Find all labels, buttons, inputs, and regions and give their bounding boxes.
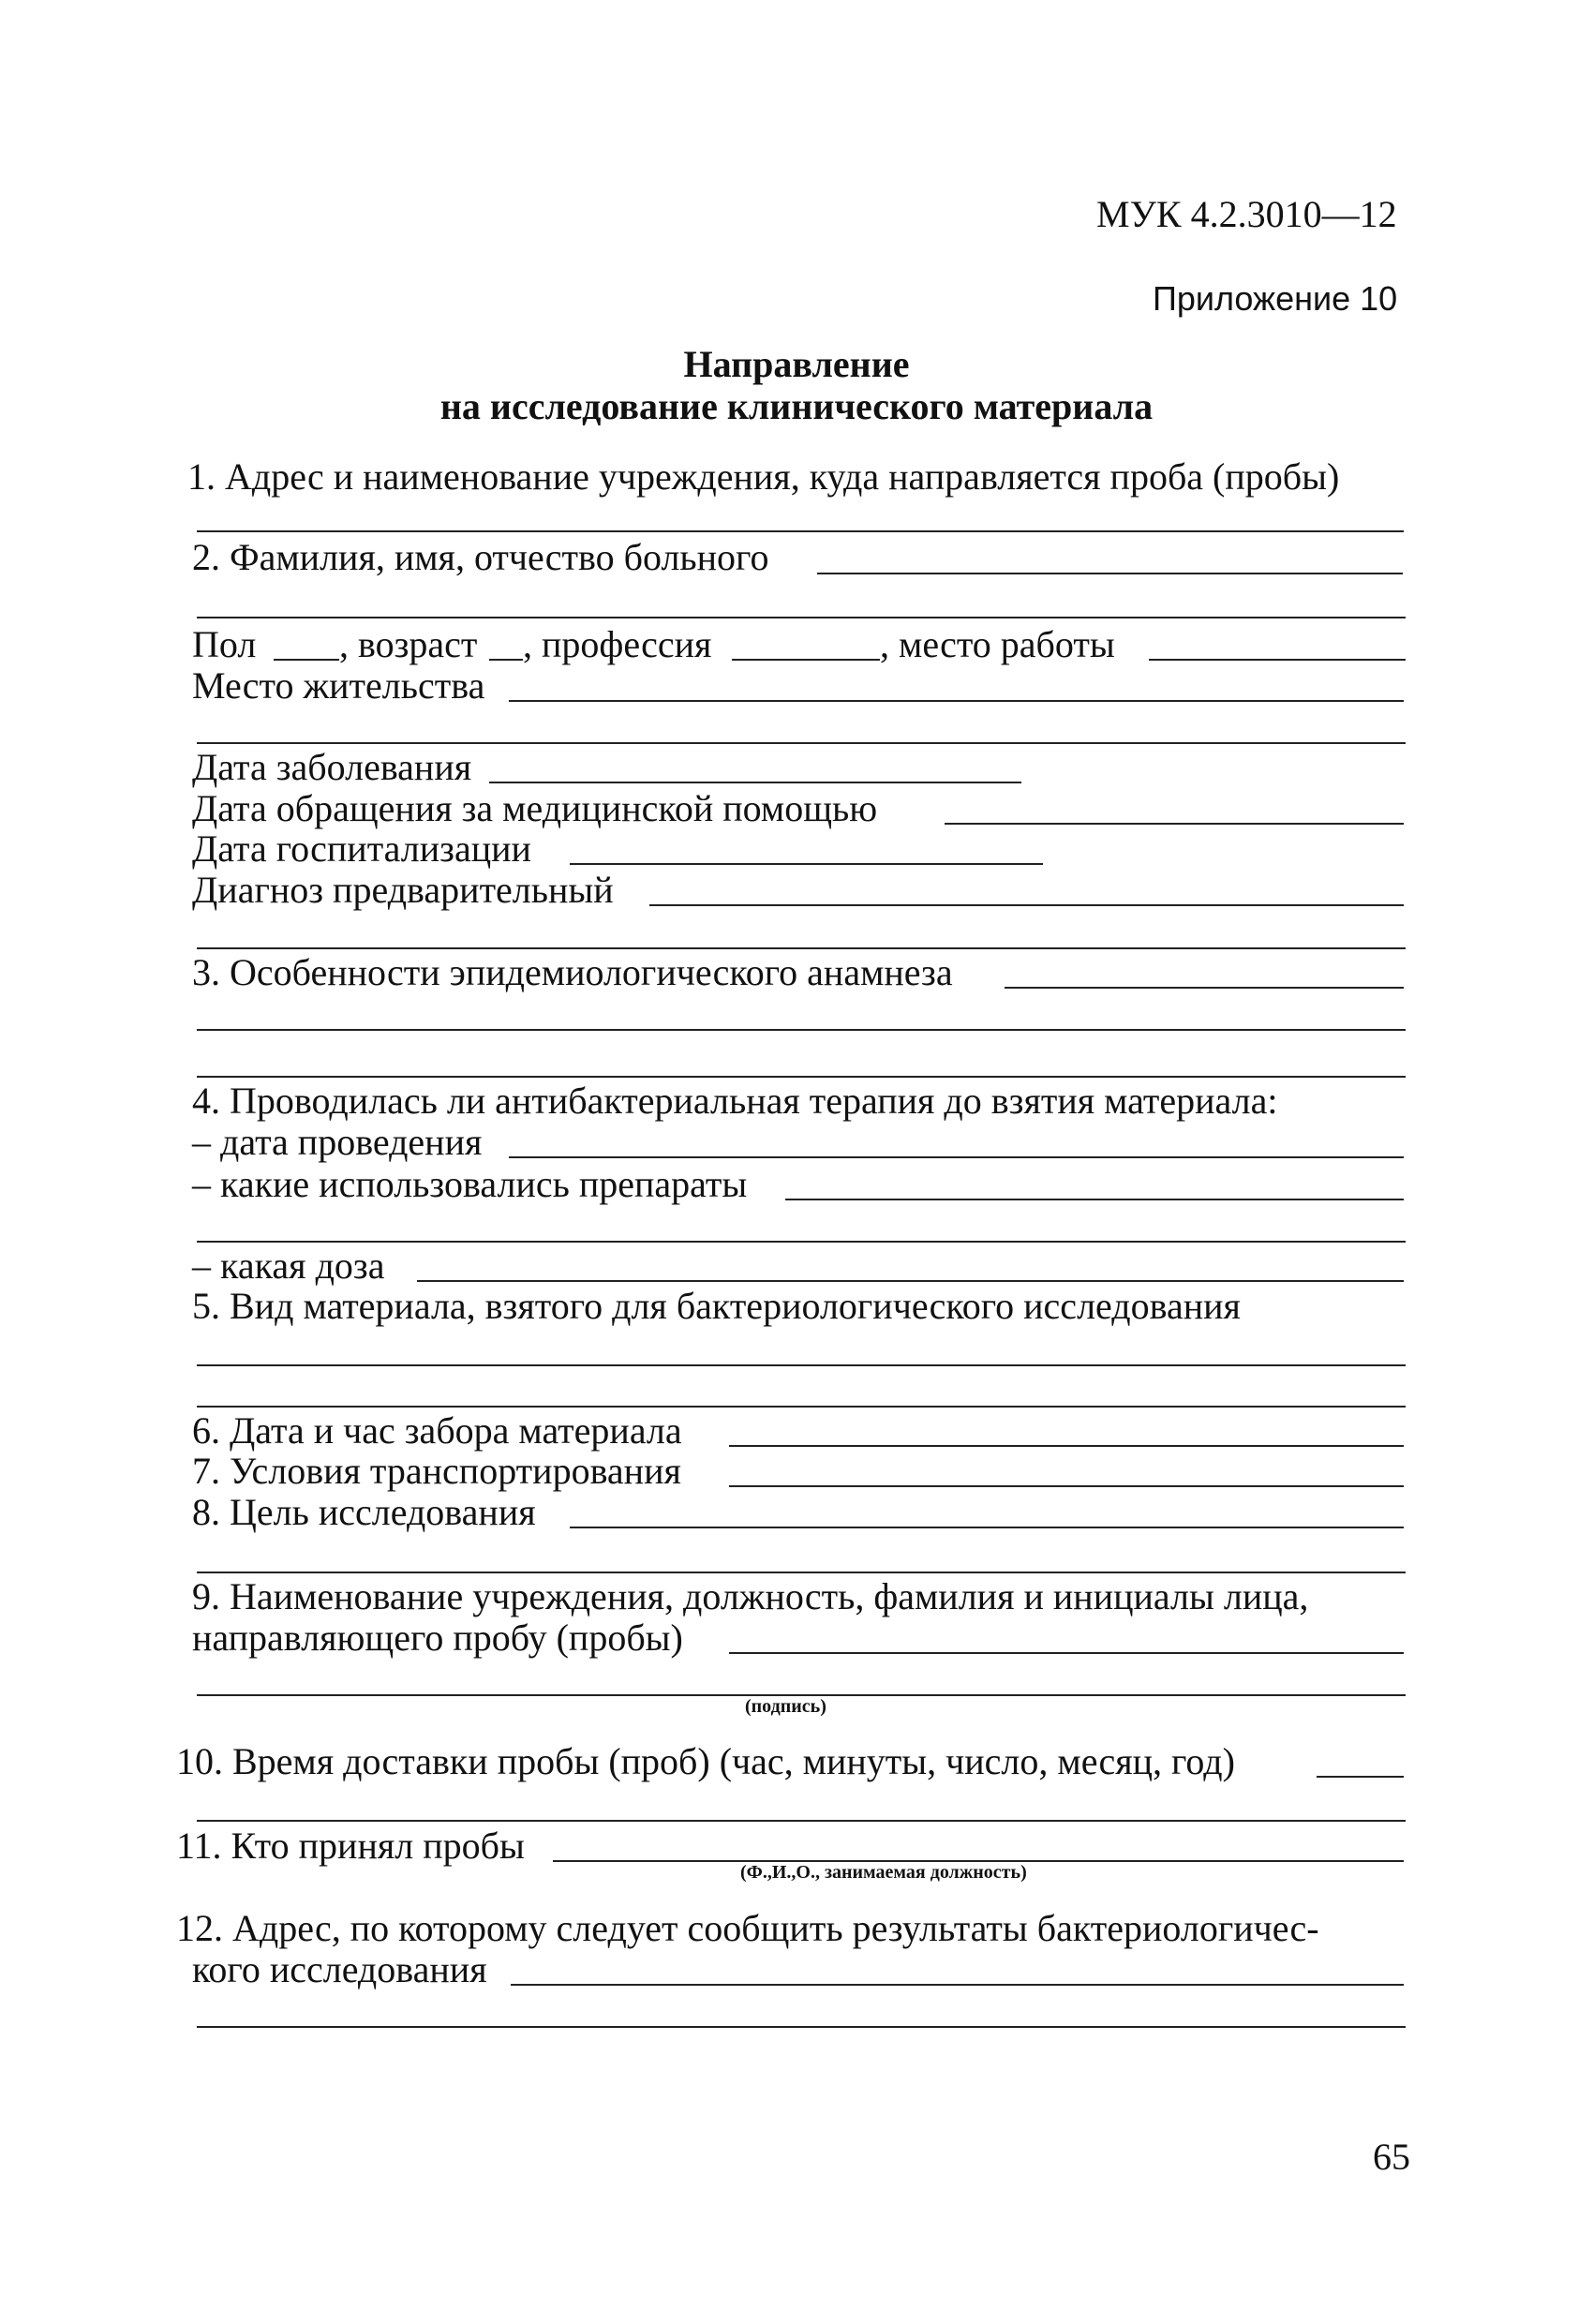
- signature-caption: (подпись): [745, 1696, 826, 1717]
- sender-info-field[interactable]: [729, 1652, 1404, 1654]
- delivery-time-field[interactable]: [1317, 1776, 1404, 1778]
- item8-label: 8. Цель исследования: [192, 1491, 536, 1533]
- form-title: Направление: [683, 343, 910, 385]
- therapy-drugs-label: – какие использовались препараты: [192, 1163, 748, 1205]
- sex-field[interactable]: [274, 659, 339, 661]
- appendix-label: Приложение 10: [1153, 279, 1398, 318]
- illness-date-label: Дата заболевания: [192, 746, 472, 788]
- patient-name-field[interactable]: [817, 573, 1403, 574]
- collection-datetime-field[interactable]: [729, 1445, 1404, 1447]
- illness-date-field[interactable]: [489, 782, 1021, 783]
- item9-label-cont: направляющего пробу (пробы): [192, 1616, 683, 1659]
- workplace-label: , место работы: [880, 623, 1115, 665]
- item6-label: 6. Дата и час забора материала: [192, 1409, 682, 1452]
- material-type-field[interactable]: [197, 1364, 1406, 1366]
- item1-field-line[interactable]: [197, 530, 1404, 532]
- anamnesis-field-2[interactable]: [197, 1029, 1406, 1031]
- purpose-field[interactable]: [570, 1527, 1404, 1528]
- age-label: , возраст: [339, 623, 478, 665]
- therapy-date-field[interactable]: [509, 1156, 1404, 1158]
- residence-field-2[interactable]: [197, 742, 1406, 744]
- patient-name-field-2[interactable]: [197, 617, 1406, 618]
- item11-label: 11. Кто принял пробы: [176, 1825, 525, 1867]
- purpose-field-2[interactable]: [197, 1572, 1406, 1573]
- hospital-date-label: Дата госпитализации: [192, 827, 531, 870]
- age-field[interactable]: [489, 659, 523, 661]
- residence-field[interactable]: [509, 700, 1404, 702]
- page-number: 65: [1373, 2136, 1410, 2178]
- item12-label: 12. Адрес, по которому следует сообщить результаты бактериологичес-: [176, 1907, 1319, 1949]
- therapy-dose-label: – какая доза: [192, 1244, 385, 1287]
- anamnesis-field[interactable]: [1005, 987, 1404, 989]
- diagnosis-field[interactable]: [649, 904, 1404, 906]
- diagnosis-field-2[interactable]: [197, 947, 1406, 949]
- therapy-dose-field[interactable]: [417, 1280, 1404, 1282]
- item2-label: 2. Фамилия, имя, отчество больного: [192, 536, 769, 578]
- sex-label: Пол: [192, 623, 257, 665]
- item10-label: 10. Время доставки пробы (проб) (час, минуты, число, месяц, год): [176, 1740, 1235, 1782]
- transport-conditions-field[interactable]: [729, 1485, 1404, 1487]
- therapy-drugs-field[interactable]: [785, 1199, 1404, 1200]
- document-code: МУК 4.2.3010—12: [1096, 193, 1397, 235]
- result-address-field[interactable]: [511, 1984, 1404, 1986]
- residence-label: Место жительства: [192, 664, 485, 707]
- profession-label: , профессия: [523, 623, 712, 665]
- therapy-date-label: – дата проведения: [192, 1121, 483, 1163]
- medical-date-label: Дата обращения за медицинской помощью: [192, 787, 878, 829]
- anamnesis-field-3[interactable]: [197, 1076, 1406, 1078]
- item9-label: 9. Наименование учреждения, должность, фамилия и инициалы лица,: [192, 1575, 1309, 1617]
- item5-label: 5. Вид материала, взятого для бактериологического исследования: [192, 1285, 1241, 1327]
- hospital-date-field[interactable]: [570, 863, 1043, 865]
- form-subtitle: на исследование клинического материала: [439, 385, 1154, 427]
- result-address-field-2[interactable]: [197, 2026, 1406, 2028]
- material-type-field-2[interactable]: [197, 1406, 1406, 1408]
- workplace-field[interactable]: [1149, 659, 1406, 661]
- medical-date-field[interactable]: [945, 823, 1404, 825]
- delivery-time-field-2[interactable]: [197, 1820, 1406, 1822]
- item4-label: 4. Проводилась ли антибактериальная терапия до взятия материала:: [192, 1080, 1278, 1122]
- profession-field[interactable]: [732, 659, 880, 661]
- item12-label-cont: кого исследования: [192, 1948, 487, 1990]
- item7-label: 7. Условия транспортирования: [192, 1450, 681, 1492]
- therapy-drugs-field-2[interactable]: [197, 1241, 1406, 1243]
- item1-label: 1. Адрес и наименование учреждения, куда направляется проба (пробы): [187, 455, 1340, 498]
- diagnosis-label: Диагноз предварительный: [192, 869, 614, 911]
- item3-label: 3. Особенности эпидемиологического анамнеза: [192, 951, 953, 993]
- receiver-caption: (Ф.,И.,О., занимаемая должность): [740, 1862, 1027, 1883]
